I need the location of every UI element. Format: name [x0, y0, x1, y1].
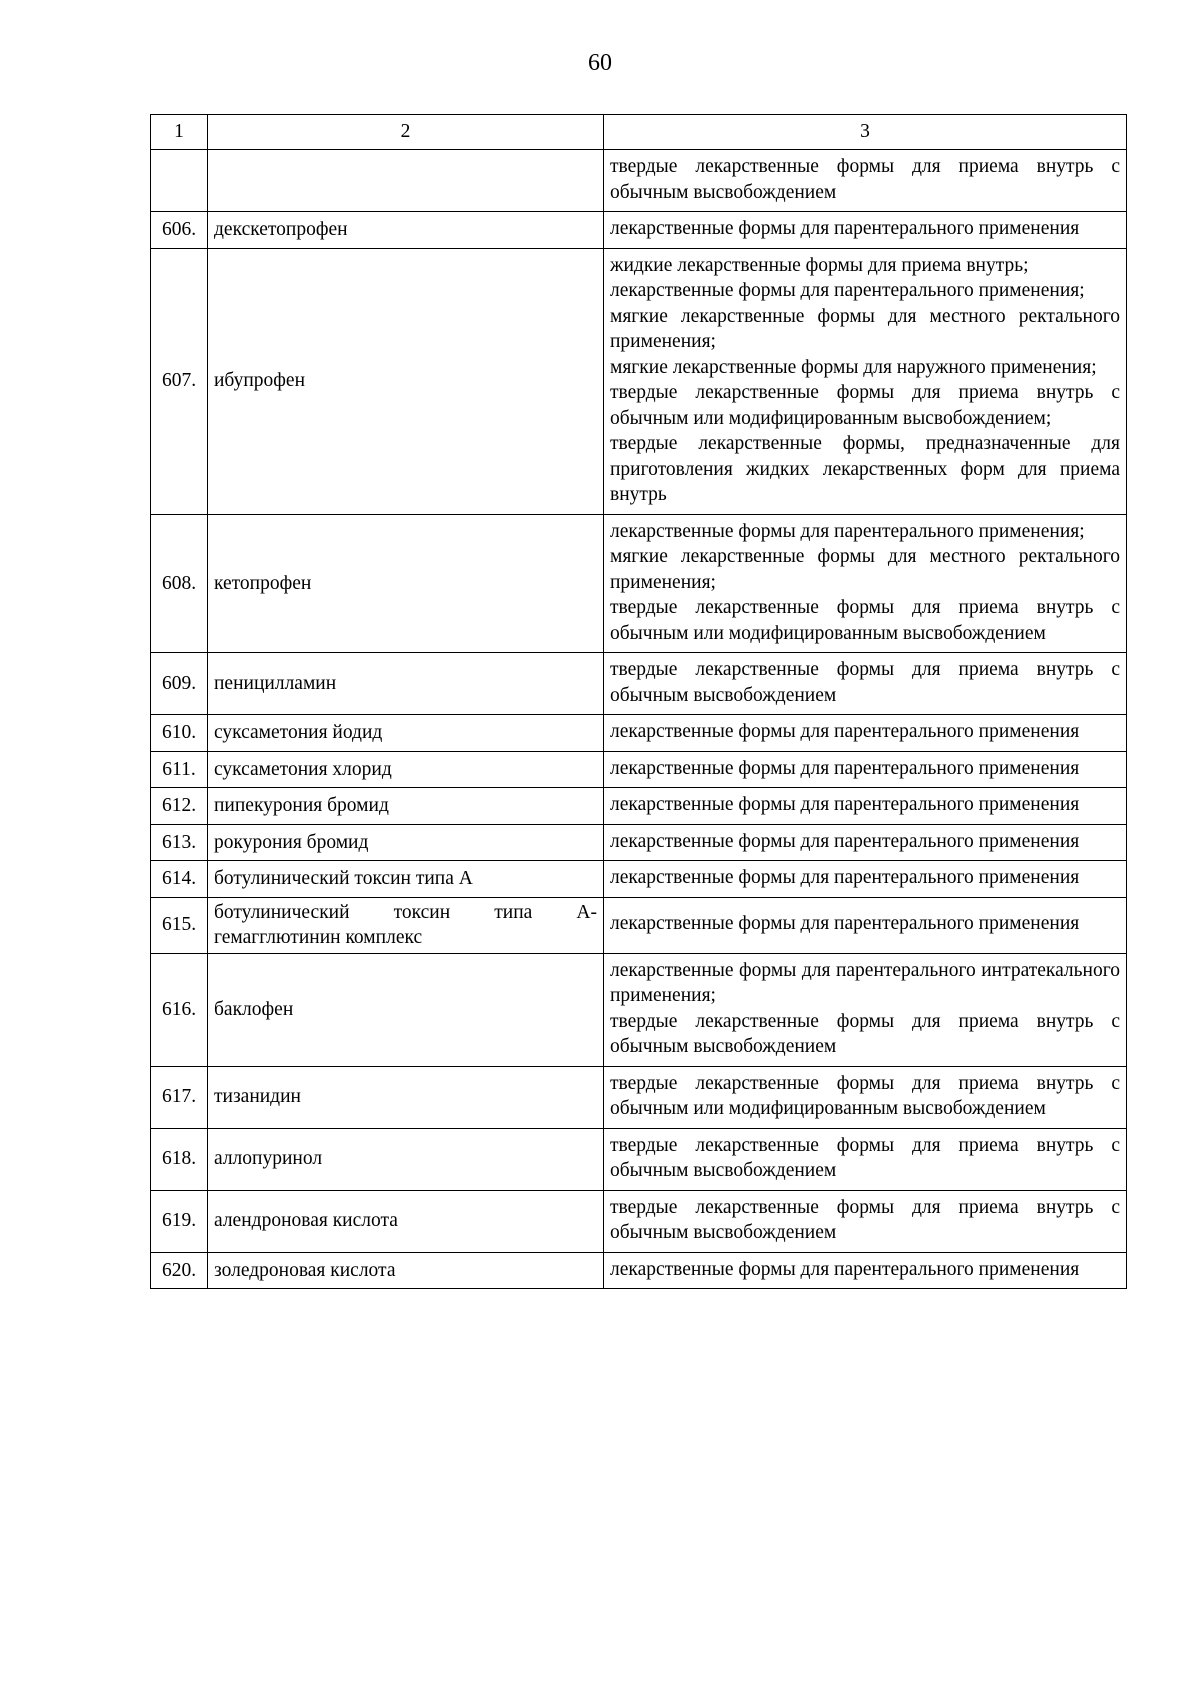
dosage-forms [604, 1128, 1127, 1190]
header-col-3: 3 [604, 115, 1127, 150]
dosage-form-item: твердые лекарственные формы для приема внутрь с обычным или модифицированным высвобождением [610, 597, 1120, 644]
table-row [151, 897, 1127, 953]
table-row [151, 212, 1127, 249]
dosage-form-item: мягкие лекарственные формы для местного ректального применения; [610, 305, 1120, 352]
dosage-form-item: лекарственные формы для парентерального применения; [610, 520, 1085, 542]
dosage-forms [604, 751, 1127, 788]
dosage-forms [604, 1252, 1127, 1289]
dosage-forms [604, 715, 1127, 752]
table-row [151, 1252, 1127, 1289]
drug-name: суксаметония хлорид [208, 751, 604, 788]
dosage-forms [604, 788, 1127, 825]
table-row [151, 248, 1127, 514]
drug-name: тизанидин [208, 1066, 604, 1128]
row-number: 612. [151, 788, 208, 825]
drug-name: ибупрофен [208, 248, 604, 514]
dosage-forms [604, 1190, 1127, 1252]
drug-name: декскетопрофен [208, 212, 604, 249]
page-number: 60 [588, 50, 612, 76]
dosage-forms [604, 1066, 1127, 1128]
dosage-forms [604, 514, 1127, 653]
drug-name: пеницилламин [208, 653, 604, 715]
row-number: 614. [151, 861, 208, 898]
header-col-2: 2 [208, 115, 604, 150]
table-row [151, 1066, 1127, 1128]
row-number: 616. [151, 953, 208, 1066]
dosage-form-item: твердые лекарственные формы для приема внутрь с обычным высвобождением [610, 156, 1120, 203]
dosage-form-item: твердые лекарственные формы для приема внутрь с обычным высвобождением [610, 1010, 1120, 1057]
dosage-form-item: лекарственные формы для парентерального применения [610, 1258, 1080, 1280]
dosage-form-item: твердые лекарственные формы для приема внутрь с обычным высвобождением [610, 1134, 1120, 1181]
dosage-form-item: лекарственные формы для парентерального применения; [610, 280, 1085, 301]
dosage-forms [604, 897, 1127, 953]
row-number: 611. [151, 751, 208, 788]
row-number: 615. [151, 897, 208, 953]
drug-name: суксаметония йодид [208, 715, 604, 752]
row-number [151, 150, 208, 212]
dosage-form-item: мягкие лекарственные формы для наружного применения; [610, 356, 1097, 378]
dosage-forms [604, 150, 1127, 212]
table-row [151, 751, 1127, 788]
drug-table [150, 114, 1127, 1289]
table-row [151, 653, 1127, 715]
dosage-form-item: жидкие лекарственные формы для приема внутрь; [610, 254, 1029, 276]
drug-name: ботулинический токсин типа А [208, 861, 604, 898]
drug-name: пипекурония бромид [208, 788, 604, 825]
dosage-form-item: мягкие лекарственные формы для местного ректального применения; [610, 546, 1120, 593]
dosage-form-item: лекарственные формы для парентерального применения [610, 913, 1080, 935]
table-row [151, 824, 1127, 861]
row-number: 608. [151, 514, 208, 653]
table-row [151, 514, 1127, 653]
table-row [151, 1190, 1127, 1252]
header-col-1: 1 [151, 115, 208, 150]
dosage-form-item: твердые лекарственные формы, предназначенные для приготовления жидких лекарственных форм для приема внутрь [610, 433, 1120, 505]
drug-name: кетопрофен [208, 514, 604, 653]
dosage-form-item: твердые лекарственные формы для приема внутрь с обычным или модифицированным высвобождением [610, 1072, 1120, 1119]
table-row [151, 861, 1127, 898]
drug-name: аллопуринол [208, 1128, 604, 1190]
dosage-forms [604, 653, 1127, 715]
row-number: 619. [151, 1190, 208, 1252]
drug-name: ботулинический токсин типа А-гемагглютинин комплекс [208, 897, 604, 953]
row-number: 618. [151, 1128, 208, 1190]
dosage-form-item: лекарственные формы для парентерального применения [610, 721, 1080, 742]
dosage-forms [604, 953, 1127, 1066]
row-number: 606. [151, 212, 208, 249]
drug-name [208, 150, 604, 212]
row-number: 620. [151, 1252, 208, 1289]
table-row [151, 715, 1127, 752]
dosage-form-item: лекарственные формы для парентерального применения [610, 794, 1080, 815]
dosage-form-item: твердые лекарственные формы для приема внутрь с обычным или модифицированным высвобождением; [610, 382, 1120, 429]
dosage-form-item: лекарственные формы для парентерального применения [610, 218, 1080, 239]
dosage-forms [604, 212, 1127, 249]
dosage-form-item: твердые лекарственные формы для приема внутрь с обычным высвобождением [610, 659, 1120, 706]
dosage-form-item: лекарственные формы для парентерального применения [610, 757, 1080, 779]
table-row [151, 150, 1127, 212]
table-header [151, 115, 1127, 150]
drug-name: золедроновая кислота [208, 1252, 604, 1289]
row-number: 617. [151, 1066, 208, 1128]
header-row [151, 115, 1127, 150]
drug-name: алендроновая кислота [208, 1190, 604, 1252]
table-row [151, 788, 1127, 825]
dosage-forms [604, 861, 1127, 898]
dosage-form-item: твердые лекарственные формы для приема внутрь с обычным высвобождением [610, 1196, 1120, 1243]
table-row [151, 1128, 1127, 1190]
drug-name: рокурония бромид [208, 824, 604, 861]
table-row [151, 953, 1127, 1066]
table-body [151, 150, 1127, 1289]
dosage-forms [604, 824, 1127, 861]
dosage-form-item: лекарственные формы для парентерального интратекального применения; [610, 959, 1120, 1006]
dosage-form-item: лекарственные формы для парентерального применения [610, 830, 1080, 852]
dosage-form-item: лекарственные формы для парентерального применения [610, 867, 1080, 888]
dosage-forms [604, 248, 1127, 514]
row-number: 613. [151, 824, 208, 861]
row-number: 609. [151, 653, 208, 715]
row-number: 610. [151, 715, 208, 752]
drug-name: баклофен [208, 953, 604, 1066]
row-number: 607. [151, 248, 208, 514]
